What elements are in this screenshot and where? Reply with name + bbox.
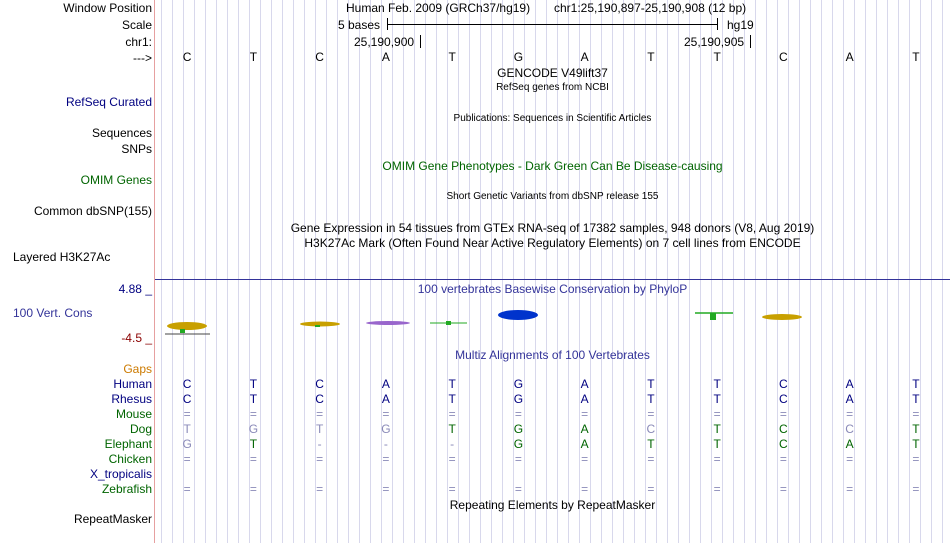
aligned-base: T [713, 377, 721, 391]
aligned-base: = [183, 452, 191, 466]
aligned-base: = [382, 407, 390, 421]
chromosome-label[interactable]: chr1: [125, 35, 152, 49]
aligned-base: = [514, 452, 522, 466]
multiz-track-title[interactable]: Multiz Alignments of 100 Vertebrates [455, 348, 650, 362]
aligned-base: = [316, 452, 324, 466]
dbsnp-track-title[interactable]: Short Genetic Variants from dbSNP release 155 [446, 191, 659, 202]
reference-base: C [315, 50, 324, 64]
species-label[interactable]: Dog [129, 422, 152, 436]
aligned-base: - [450, 437, 455, 451]
aligned-base: T [183, 422, 191, 436]
aligned-base: A [580, 422, 589, 436]
aligned-base: T [647, 377, 655, 391]
reference-base: A [580, 50, 589, 64]
aligned-base: C [779, 437, 788, 451]
aligned-base: T [912, 392, 920, 406]
species-label[interactable]: Chicken [108, 452, 152, 466]
cons-glyph-g1 [167, 322, 207, 330]
aligned-base: T [249, 377, 258, 391]
aligned-base: G [381, 422, 391, 436]
aligned-base: G [513, 392, 524, 406]
aligned-base: A [580, 377, 589, 391]
aligned-base: = [779, 452, 787, 466]
snps-label[interactable]: SNPs [121, 142, 152, 156]
reference-base: T [448, 50, 456, 64]
aligned-base: C [315, 392, 324, 406]
aligned-base: A [845, 437, 854, 451]
aligned-base: T [647, 392, 655, 406]
aligned-base: = [846, 482, 854, 496]
aligned-base: = [647, 482, 655, 496]
reference-base: A [381, 50, 390, 64]
aligned-base: G [513, 437, 524, 451]
species-label[interactable]: Rhesus [111, 392, 152, 406]
aligned-base: = [779, 482, 787, 496]
reference-base: A [845, 50, 854, 64]
species-label[interactable]: X_tropicalis [89, 467, 152, 481]
aligned-base: = [912, 452, 920, 466]
aligned-base: = [912, 482, 920, 496]
aligned-base: = [448, 482, 456, 496]
scale-bar [387, 24, 717, 25]
aligned-base: T [713, 392, 721, 406]
aligned-base: = [581, 407, 589, 421]
dbsnp-label[interactable]: Common dbSNP(155) [33, 204, 152, 218]
reference-base: T [713, 50, 721, 64]
aligned-base: = [846, 407, 854, 421]
aligned-base: C [182, 392, 192, 406]
scale-label[interactable]: Scale [121, 18, 152, 32]
aligned-base: = [382, 482, 390, 496]
aligned-base: C [182, 377, 192, 391]
species-label[interactable]: Mouse [115, 407, 152, 421]
aligned-base: = [846, 452, 854, 466]
aligned-base: = [448, 407, 456, 421]
aligned-base: A [381, 377, 390, 391]
aligned-base: A [845, 392, 854, 406]
repeatmasker-track-title[interactable]: Repeating Elements by RepeatMasker [449, 498, 656, 512]
cons-glyph-small1 [180, 329, 185, 333]
aligned-base: = [713, 452, 721, 466]
aligned-base: = [316, 482, 324, 496]
aligned-base: T [647, 437, 655, 451]
aligned-base: = [183, 407, 191, 421]
aligned-base: T [448, 392, 456, 406]
sequences-label[interactable]: Sequences [91, 126, 152, 140]
aligned-base: C [646, 422, 656, 436]
aligned-base: = [514, 482, 522, 496]
cons-glyph-t2 [710, 313, 716, 320]
aligned-base: G [513, 422, 524, 436]
assembly-name: Human Feb. 2009 (GRCh37/hg19) [346, 1, 531, 15]
reference-base: C [779, 50, 788, 64]
aligned-base: = [779, 407, 787, 421]
aligned-base: T [315, 422, 324, 436]
aligned-base: G [248, 422, 259, 436]
aligned-base: C [845, 422, 854, 436]
species-label[interactable]: Elephant [104, 437, 152, 451]
species-label[interactable]: Zebrafish [101, 482, 152, 496]
repeatmasker-label[interactable]: RepeatMasker [73, 512, 152, 526]
aligned-base: T [912, 422, 920, 436]
aligned-base: = [581, 482, 589, 496]
aligned-base: = [249, 482, 257, 496]
aligned-base: A [580, 437, 589, 451]
omim-track-title[interactable]: OMIM Gene Phenotypes - Dark Green Can Be Disease-causing [382, 159, 723, 173]
aligned-base: A [845, 377, 854, 391]
aligned-base: T [448, 422, 456, 436]
aligned-base: = [647, 452, 655, 466]
aligned-base: T [249, 392, 258, 406]
refseq-track-title[interactable]: RefSeq genes from NCBI [496, 82, 609, 93]
aligned-base: C [779, 377, 788, 391]
aligned-base: T [713, 437, 721, 451]
aligned-base: - [383, 437, 388, 451]
conservation-top-line [155, 279, 950, 280]
aligned-base: G [182, 437, 192, 451]
aligned-base: C [315, 377, 324, 391]
conservation-label[interactable]: 100 Vert. Cons [13, 306, 93, 320]
reference-base: T [912, 50, 920, 64]
aligned-base: = [316, 407, 324, 421]
aligned-base: = [581, 452, 589, 466]
aligned-base: G [513, 377, 524, 391]
aligned-base: = [514, 407, 522, 421]
aligned-base: = [647, 407, 655, 421]
reference-base: G [513, 50, 524, 64]
gencode-track-title[interactable]: GENCODE V49lift37 [497, 66, 608, 80]
aligned-base: = [713, 482, 721, 496]
window-position-label[interactable]: Window Position [63, 1, 152, 15]
gaps-label[interactable]: Gaps [123, 362, 152, 376]
coordinate-left: 25,190,900 [354, 35, 415, 49]
aligned-base: = [912, 407, 920, 421]
omim-label[interactable]: OMIM Genes [80, 173, 152, 187]
cons-glyph-a [366, 321, 410, 325]
reference-base: T [647, 50, 655, 64]
h3k27ac-track-title[interactable]: H3K27Ac Mark (Often Found Near Active Regulatory Elements) on 7 cell lines from ENCODE [304, 236, 801, 250]
h3k27ac-label[interactable]: Layered H3K27Ac [13, 250, 111, 264]
coordinate-right-tick [750, 35, 751, 48]
phylop-track-title[interactable]: 100 vertebrates Basewise Conservation by PhyloP [417, 282, 688, 296]
reference-base: C [182, 50, 192, 64]
conservation-min-value: -4.5 _ [121, 331, 152, 345]
position-range: chr1:25,190,897-25,190,908 (12 bp) [554, 1, 747, 15]
aligned-base: = [249, 452, 257, 466]
aligned-base: = [382, 452, 390, 466]
coordinate-right: 25,190,905 [684, 35, 745, 49]
aligned-base: A [381, 392, 390, 406]
aligned-base: T [912, 377, 920, 391]
scale-bar-right-tick [717, 18, 718, 30]
publications-track-title[interactable]: Publications: Sequences in Scientific Articles [453, 113, 652, 124]
strand-toggle[interactable]: ---> [133, 51, 152, 65]
coordinate-left-tick [420, 35, 421, 48]
aligned-base: T [912, 437, 920, 451]
track-label-column [0, 0, 155, 543]
database-name: hg19 [727, 18, 754, 32]
aligned-base: T [713, 422, 721, 436]
reference-base: T [249, 50, 258, 64]
aligned-base: = [183, 482, 191, 496]
aligned-base: = [713, 407, 721, 421]
aligned-base: A [580, 392, 589, 406]
conservation-logo-plot [155, 300, 950, 340]
track-image[interactable] [155, 0, 950, 543]
conservation-max-value: 4.88 _ [118, 282, 152, 296]
aligned-base: C [779, 392, 788, 406]
aligned-base: = [448, 452, 456, 466]
refseq-label[interactable]: RefSeq Curated [65, 95, 152, 109]
scale-text: 5 bases [338, 18, 381, 32]
cons-glyph-c [762, 314, 802, 320]
aligned-base: T [448, 377, 456, 391]
species-label[interactable]: Human [113, 377, 152, 391]
aligned-base: = [249, 407, 257, 421]
aligned-base: - [317, 437, 322, 451]
gtex-track-title[interactable]: Gene Expression in 54 tissues from GTEx RNA-seq of 17382 samples, 948 donors (V8, Aug 2019) [290, 221, 815, 235]
aligned-base: C [779, 422, 788, 436]
aligned-base: T [249, 437, 258, 451]
